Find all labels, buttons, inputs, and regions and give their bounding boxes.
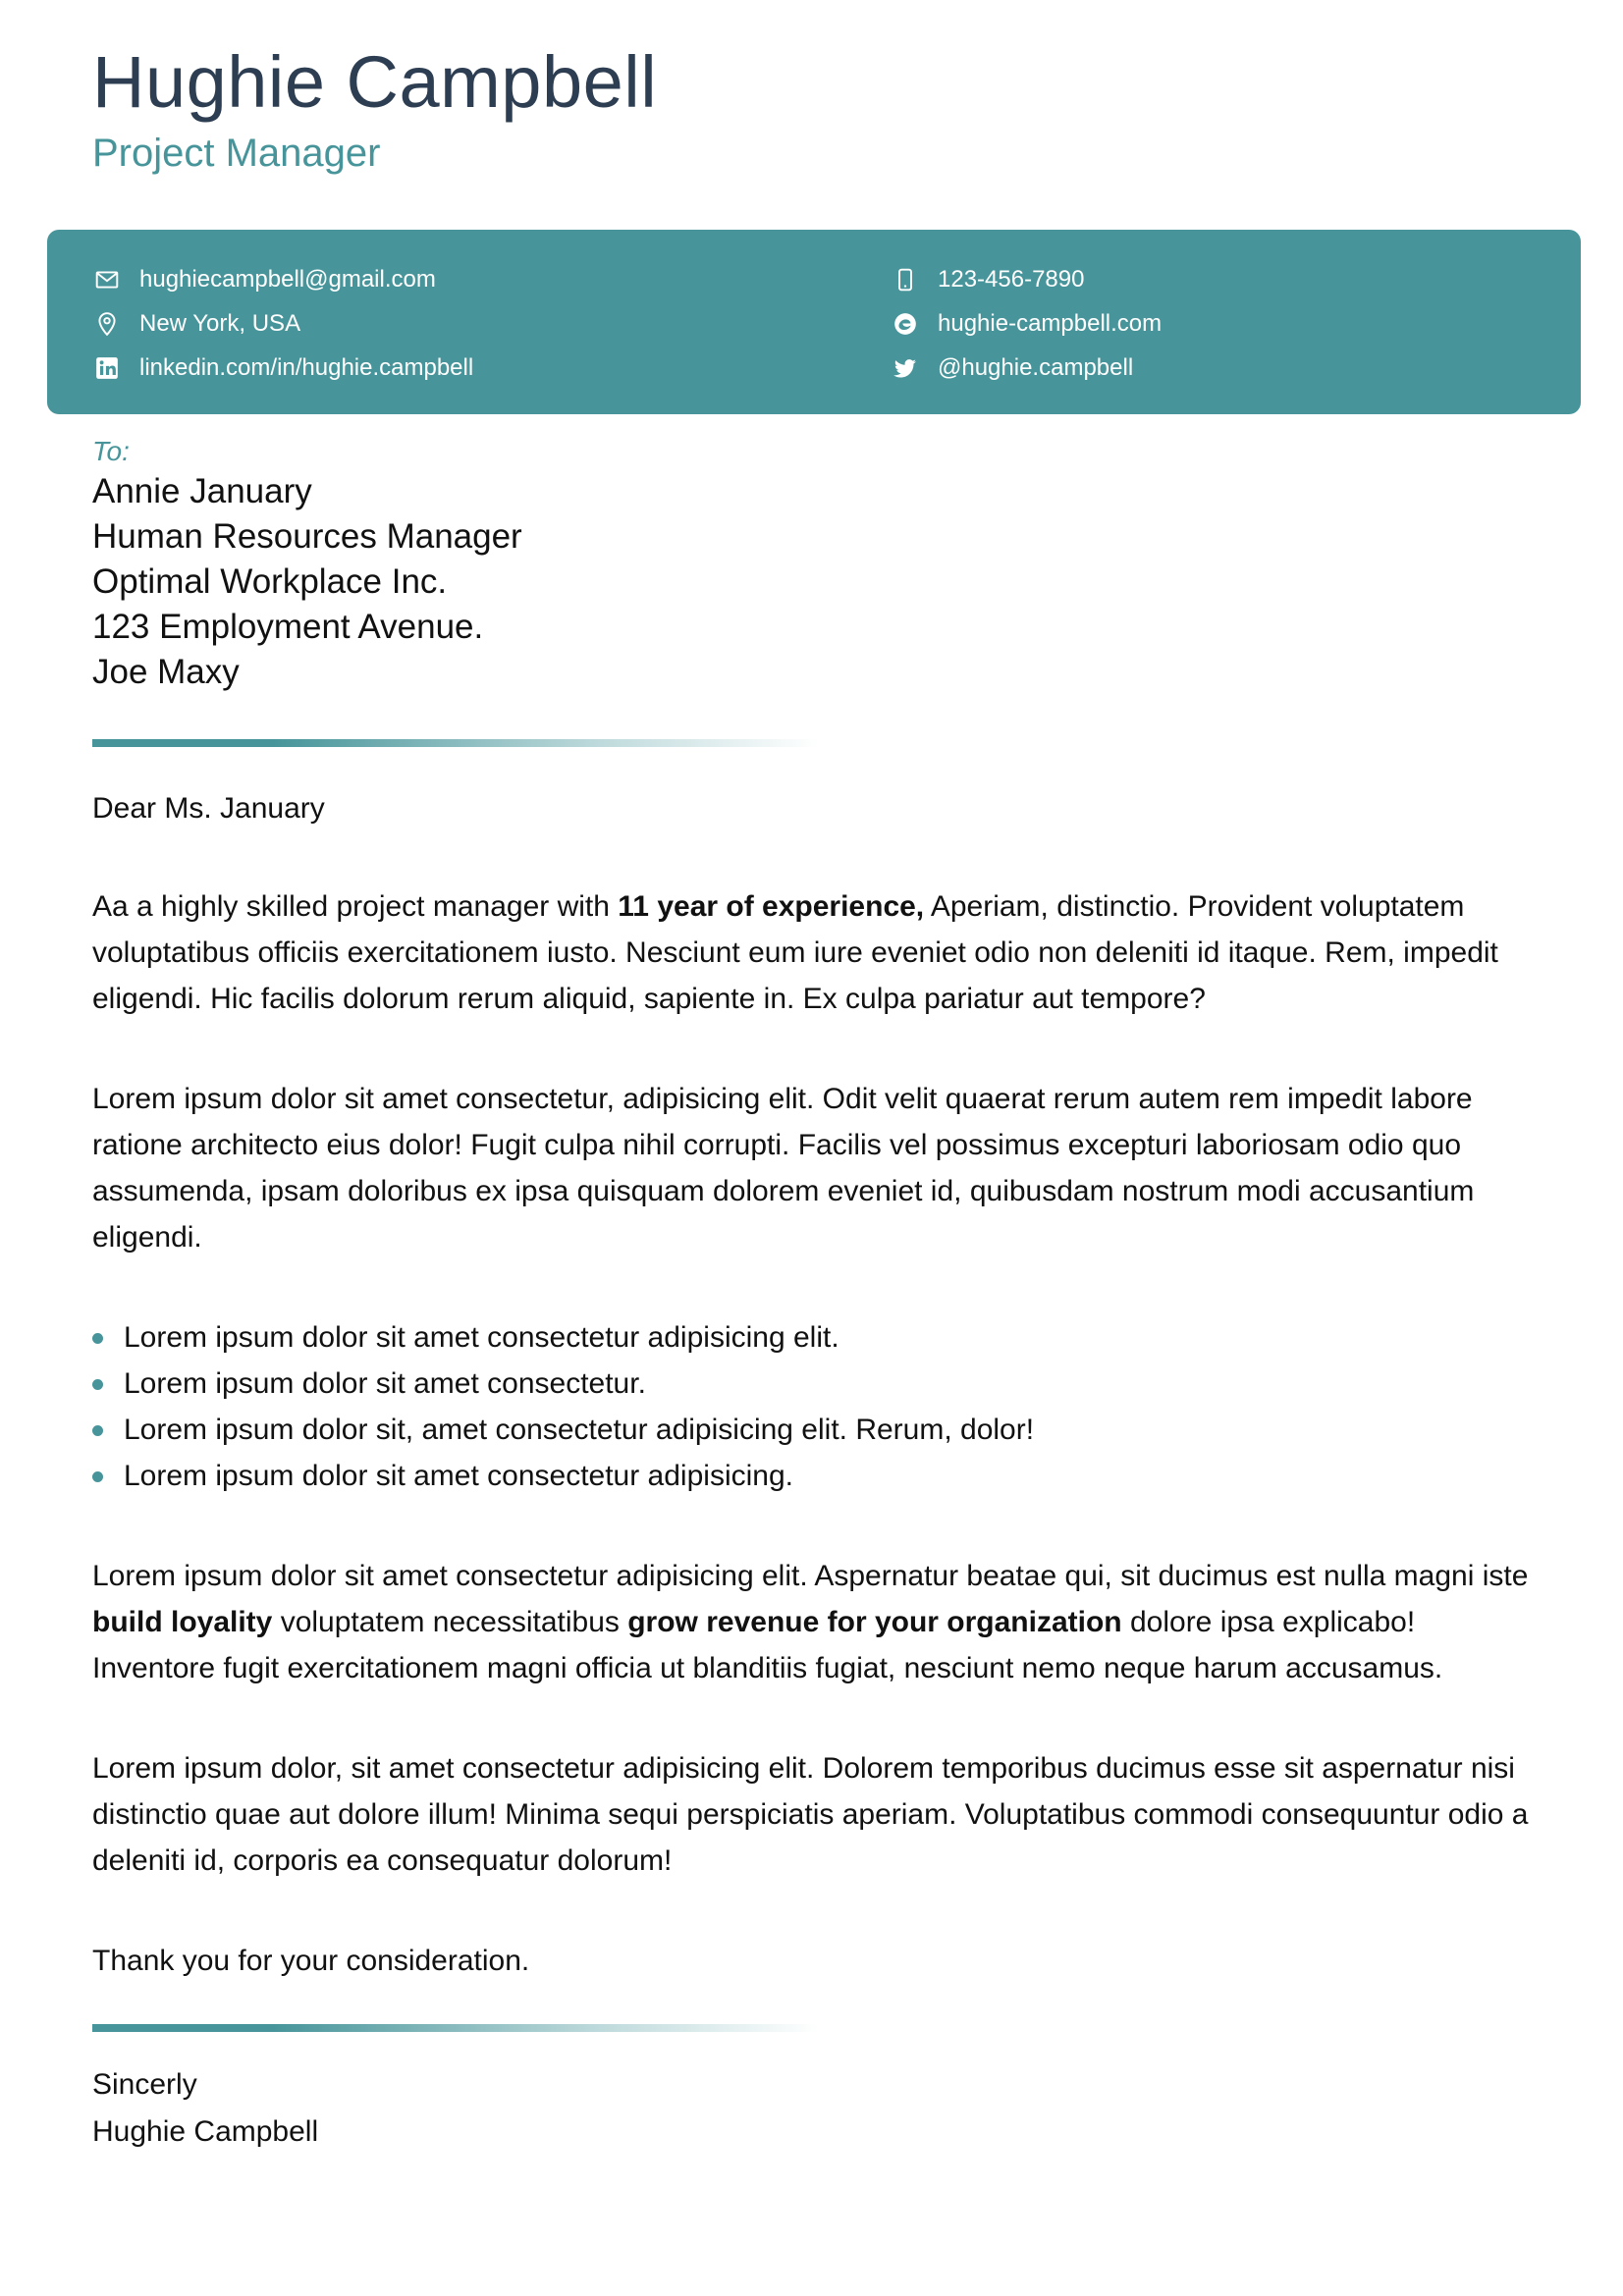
website-text[interactable]: hughie-campbell.com [938, 309, 1163, 337]
signature-name: Hughie Campbell [92, 2115, 319, 2148]
paragraph-1 [92, 883, 1545, 1022]
thanks-line: Thank you for your consideration. [92, 1945, 530, 1977]
closing-word: Sincerly [92, 2068, 197, 2101]
contact-location [92, 301, 473, 346]
paragraph-3-text-a: Lorem ipsum dolor sit amet consectetur adipisicing elit. Aspernatur beatae qui, sit ducimus est nulla magni iste [92, 1560, 1529, 1592]
contact-linkedin[interactable] [92, 346, 473, 390]
contact-column-left [92, 257, 473, 390]
phone-text[interactable]: 123-456-7890 [938, 265, 1085, 293]
linkedin-icon [92, 353, 122, 383]
to-label: To: [92, 436, 130, 466]
list-item: Lorem ipsum dolor sit, amet consectetur adipisicing elit. Rerum, dolor! [92, 1407, 1545, 1453]
recipient-address: 123 Employment Avenue. [92, 608, 484, 646]
sender-name: Hughie Campbell [92, 41, 658, 123]
paragraph-3-highlight-1: build loyality [92, 1606, 273, 1638]
sender-role: Project Manager [92, 132, 381, 175]
envelope-icon [92, 265, 122, 294]
salutation: Dear Ms. January [92, 792, 325, 825]
paragraph-4: Lorem ipsum dolor, sit amet consectetur adipisicing elit. Dolorem temporibus ducimus esse sit aspernatur nisi distinctio quae aut dolore illum! Minima sequi perspiciatis aperiam. Voluptatibus commodi consequuntur odio a deleniti id, corporis ea consequatur dolorum! [92, 1752, 1529, 1877]
twitter-icon [891, 353, 920, 383]
phone-icon [891, 265, 920, 294]
paragraph-1-highlight: 11 year of experience, [618, 890, 925, 923]
globe-icon [891, 309, 920, 339]
recipient-name: Annie January [92, 472, 312, 510]
list-item: Lorem ipsum dolor sit amet consectetur adipisicing elit. [92, 1314, 1545, 1361]
paragraph-3-text-c: dolore ipsa explicabo! Inventore fugit exercitationem magni officia ut blanditiis fugiat, nesciunt nemo neque harum accusamus. [92, 1606, 1443, 1684]
contact-phone[interactable] [891, 257, 1162, 301]
linkedin-text[interactable]: linkedin.com/in/hughie.campbell [139, 353, 474, 381]
paragraph-3 [92, 1553, 1545, 1691]
map-pin-icon [92, 309, 122, 339]
location-text: New York, USA [139, 309, 301, 337]
divider-top [92, 739, 819, 747]
recipient-title: Human Resources Manager [92, 517, 522, 556]
recipient-block [92, 434, 522, 695]
contact-bar [47, 230, 1581, 414]
contact-column-right [891, 257, 1162, 390]
paragraph-1-text-a: Aa a highly skilled project manager with [92, 890, 619, 923]
list-item: Lorem ipsum dolor sit amet consectetur adipisicing. [92, 1453, 1545, 1499]
letter-header [92, 39, 657, 179]
paragraph-3-text-b: voluptatem necessitatibus [272, 1606, 628, 1638]
contact-twitter[interactable] [891, 346, 1162, 390]
list-item: Lorem ipsum dolor sit amet consectetur. [92, 1361, 1545, 1407]
paragraph-3-highlight-2: grow revenue for your organization [627, 1606, 1122, 1638]
paragraph-2: Lorem ipsum dolor sit amet consectetur, adipisicing elit. Odit velit quaerat rerum autem rem impedit labore ratione architecto eius dolor! Fugit culpa nihil corrupti. Facilis vel possimus excepturi laboriosam odio quo assumenda, ipsam doloribus ex ipsa quisquam dolorem eveniet id, quibusdam nostrum modi accusantium eligendi. [92, 1083, 1475, 1254]
closing-block [92, 2061, 318, 2156]
contact-website[interactable] [891, 301, 1162, 346]
recipient-company: Optimal Workplace Inc. [92, 562, 448, 601]
twitter-text[interactable]: @hughie.campbell [938, 353, 1134, 381]
recipient-contact: Joe Maxy [92, 653, 240, 691]
divider-bottom [92, 2024, 819, 2032]
bullet-list [92, 1314, 1545, 1499]
paragraph-1-text-b: Aperiam, distinctio. Provident voluptatem voluptatibus officiis exercitationem iusto. Nesciunt eum iure eveniet odio non deleniti id itaque. Rem, impedit eligendi. Hic facilis dolorum rerum aliquid, sapiente in. Ex culpa pariatur aut tempore? [92, 890, 1498, 1015]
email-text[interactable]: hughiecampbell@gmail.com [139, 265, 436, 293]
contact-email[interactable] [92, 257, 473, 301]
